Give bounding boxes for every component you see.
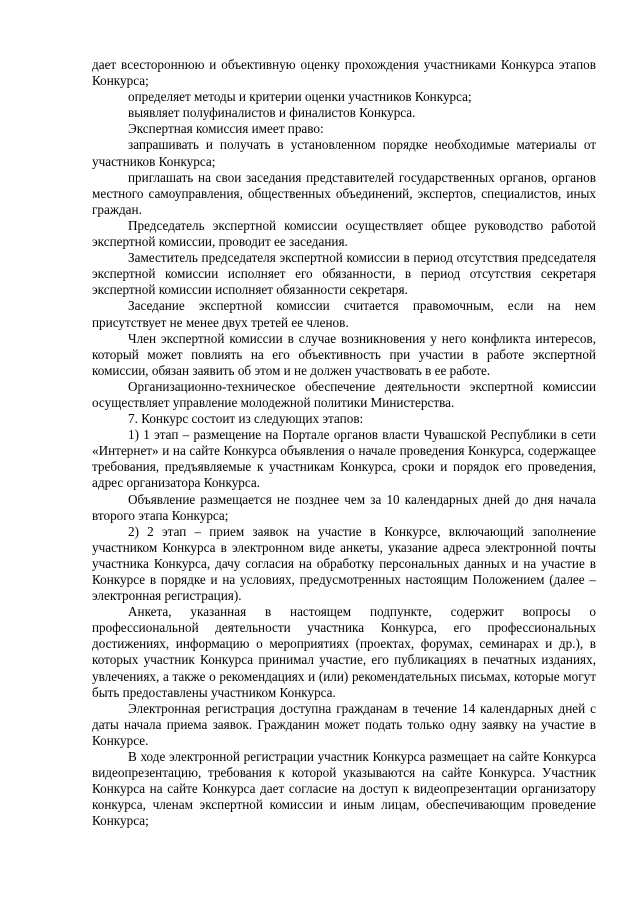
paragraph: Организационно-техническое обеспечение деятельности экспертной комиссии осуществляет управление молодежной политики Министерства. [92,378,596,410]
paragraph: дает всестороннюю и объективную оценку прохождения участниками Конкурса этапов Конкурса; [92,57,596,89]
paragraph: выявляет полуфиналистов и финалистов Конкурса. [128,105,416,121]
paragraph: 7. Конкурс состоит из следующих этапов: [128,411,364,427]
paragraph: Член экспертной комиссии в случае возникновения у него конфликта интересов, который может повлиять на его объективность при участии в работе экспертной комиссии, обязан заявить об этом и не должен участвовать в ее работе. [92,330,596,378]
paragraph: Анкета, указанная в настоящем подпункте, содержит вопросы о профессиональной деятельности участника Конкурса, его профессиональных достижениях, информацию о мероприятиях (проектах, форумах, семинарах и др.), в которых участник Конкурса принимал участие, его публикациях в печатных изданиях, увлечениях, а также о рекомендациях и (или) рекомендательных письмах, которые могут быть предоставлены участником Конкурса. [92,604,596,700]
paragraph: Экспертная комиссия имеет право: [128,121,324,137]
paragraph: Председатель экспертной комиссии осуществляет общее руководство работой экспертной комиссии, проводит ее заседания. [92,217,596,250]
paragraph: запрашивать и получать в установленном порядке необходимые материалы от участников Конкурса; [92,137,596,169]
paragraph: приглашать на свои заседания представителей государственных органов, органов местного самоуправления, общественных объединений, экспертов, специалистов, иных граждан. [92,169,596,217]
document-body [92,57,596,830]
paragraph: Электронная регистрация доступна гражданам в течение 14 календарных дней с даты начала приема заявок. Гражданин может подать только одну заявку на участие в Конкурсе. [92,700,596,748]
paragraph: Объявление размещается не позднее чем за 10 календарных дней до дня начала второго этапа Конкурса; [92,491,596,523]
paragraph: Заместитель председателя экспертной комиссии в период отсутствия председателя экспертной комиссии исполняет его обязанности, в период отсутствия секретаря экспертной комиссии исполняет обязанности секретаря. [92,250,596,298]
paragraph: 1) 1 этап – размещение на Портале органов власти Чувашской Республики в сети «Интернет» и на сайте Конкурса объявления о начале проведения Конкурса, содержащее требования, предъявляемые к участникам Конкурса, сроки и порядок его проведения, адрес организатора Конкурса. [92,427,596,491]
paragraph: определяет методы и критерии оценки участников Конкурса; [128,89,472,105]
paragraph: Заседание экспертной комиссии считается правомочным, если на нем присутствует не менее двух третей ее членов. [92,298,596,330]
paragraph: В ходе электронной регистрации участник Конкурса размещает на сайте Конкурса видеопрезентацию, требования к которой указываются на сайте Конкурса. Участник Конкурса на сайте Конкурса дает согласие на доступ к видеопрезентации организатору конкурса, членам экспертной комиссии и иным лицам, обеспечивающим проведение Конкурса; [92,749,596,829]
paragraph: 2) 2 этап – прием заявок на участие в Конкурсе, включающий заполнение участником Конкурса в электронном виде анкеты, указание адреса электронной почты участника Конкурса, дачу согласия на обработку персональных данных и на участие в Конкурсе в порядке и на условиях, предусмотренных настоящим Положением (далее – электронная регистрация). [92,523,596,604]
